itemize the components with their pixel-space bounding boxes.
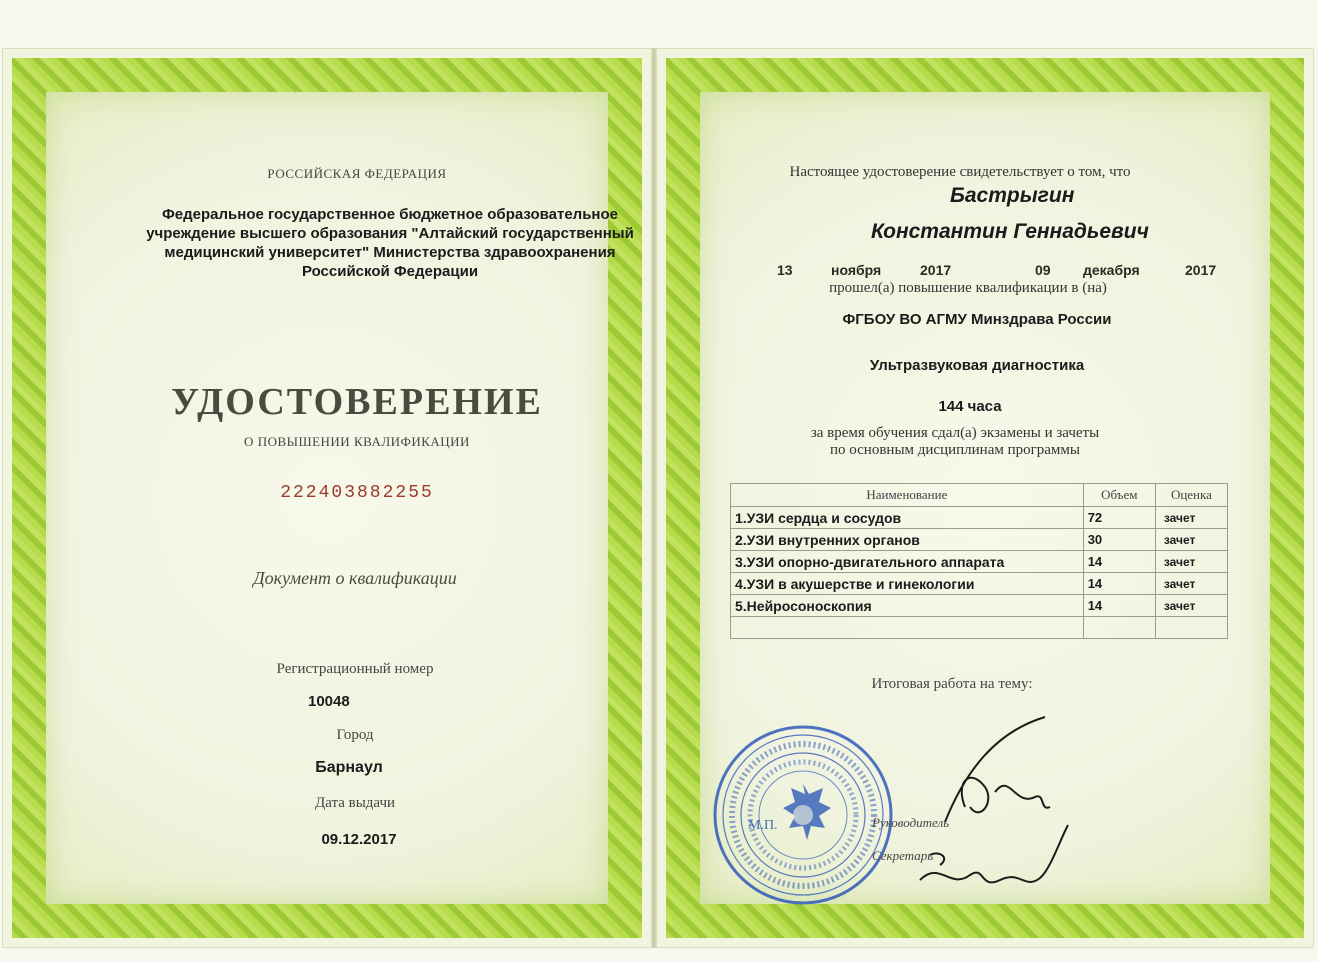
organization-name <box>146 205 634 281</box>
discipline-name: 2.УЗИ внутренних органов <box>731 529 1084 551</box>
discipline-hours <box>1083 617 1155 639</box>
table-row <box>731 551 1228 573</box>
certifies-text: Настоящее удостоверение свидетельствует о том, что <box>789 164 1131 180</box>
date-from-month: ноября <box>831 262 882 278</box>
discipline-name: 1.УЗИ сердца и сосудов <box>731 507 1084 529</box>
table-row <box>731 529 1228 551</box>
header-name: Наименование <box>731 484 1084 507</box>
table-row <box>731 507 1228 529</box>
table-row <box>731 573 1228 595</box>
header-grade: Оценка <box>1155 484 1227 507</box>
discipline-hours: 30 <box>1083 529 1155 551</box>
institution-name: ФГБОУ ВО АГМУ Минздрава России <box>842 311 1112 328</box>
table-row <box>731 595 1228 617</box>
country-label: РОССИЙСКАЯ ФЕДЕРАЦИЯ <box>267 166 447 181</box>
discipline-grade: зачет <box>1155 551 1227 573</box>
mp-label: М.П. <box>748 818 778 833</box>
org-line-3: медицинский университет" Министерства здравоохранения <box>164 244 616 261</box>
discipline-grade: зачет <box>1155 507 1227 529</box>
date-from-year: 2017 <box>920 262 952 278</box>
serial-number: 222403882255 <box>280 483 434 503</box>
header-volume: Объем <box>1083 484 1155 507</box>
head-label: Руководитель <box>872 815 950 830</box>
discipline-hours: 14 <box>1083 551 1155 573</box>
date-from-day: 13 <box>777 262 793 278</box>
discipline-name <box>731 617 1084 639</box>
registration-label: Регистрационный номер <box>276 661 434 677</box>
secretary-signature <box>910 820 1070 910</box>
discipline-grade: зачет <box>1155 595 1227 617</box>
program-hours: 144 часа <box>938 398 1002 415</box>
issue-date: 09.12.2017 <box>321 831 397 848</box>
exam-text-line-2: по основным дисциплинам программы <box>829 442 1081 458</box>
discipline-hours: 72 <box>1083 507 1155 529</box>
exam-text-line-1: за время обучения сдал(а) экзамены и зачеты <box>810 425 1100 441</box>
org-line-2: учреждение высшего образования "Алтайский государственный <box>146 225 634 242</box>
org-line-1: Федеральное государственное бюджетное образовательное <box>162 206 618 223</box>
date-to-year: 2017 <box>1185 262 1217 278</box>
holder-surname: Бастрыгин <box>950 184 1075 207</box>
disciplines-table <box>730 483 1228 639</box>
document-type: Документ о квалификации <box>253 568 457 588</box>
table-row-empty <box>731 617 1228 639</box>
official-stamp-seal <box>710 722 896 908</box>
discipline-name: 3.УЗИ опорно-двигательного аппарата <box>731 551 1084 573</box>
holder-name: Константин Геннадьевич <box>871 220 1149 243</box>
final-work-label: Итоговая работа на тему: <box>871 676 1033 692</box>
certificate-title: УДОСТОВЕРЕНИЕ <box>171 381 543 423</box>
certificate-subtitle: О ПОВЫШЕНИИ КВАЛИФИКАЦИИ <box>244 434 470 449</box>
issue-date-label: Дата выдачи <box>314 795 396 811</box>
date-to-month: декабря <box>1083 262 1140 278</box>
discipline-hours: 14 <box>1083 573 1155 595</box>
table-header-row <box>731 484 1228 507</box>
registration-number: 10048 <box>308 693 350 710</box>
org-line-4: Российской Федерации <box>301 263 479 280</box>
city-value: Барнаул <box>315 759 383 776</box>
discipline-name: 5.Нейросоноскопия <box>731 595 1084 617</box>
program-name: Ультразвуковая диагностика <box>869 357 1085 374</box>
discipline-hours: 14 <box>1083 595 1155 617</box>
passed-text: прошел(а) повышение квалификации в (на) <box>829 280 1107 296</box>
date-to-day: 09 <box>1035 262 1051 278</box>
discipline-grade: зачет <box>1155 573 1227 595</box>
secretary-label: Секретарь <box>872 848 934 863</box>
discipline-grade: зачет <box>1155 529 1227 551</box>
discipline-grade <box>1155 617 1227 639</box>
discipline-name: 4.УЗИ в акушерстве и гинекологии <box>731 573 1084 595</box>
city-label: Город <box>336 727 374 743</box>
